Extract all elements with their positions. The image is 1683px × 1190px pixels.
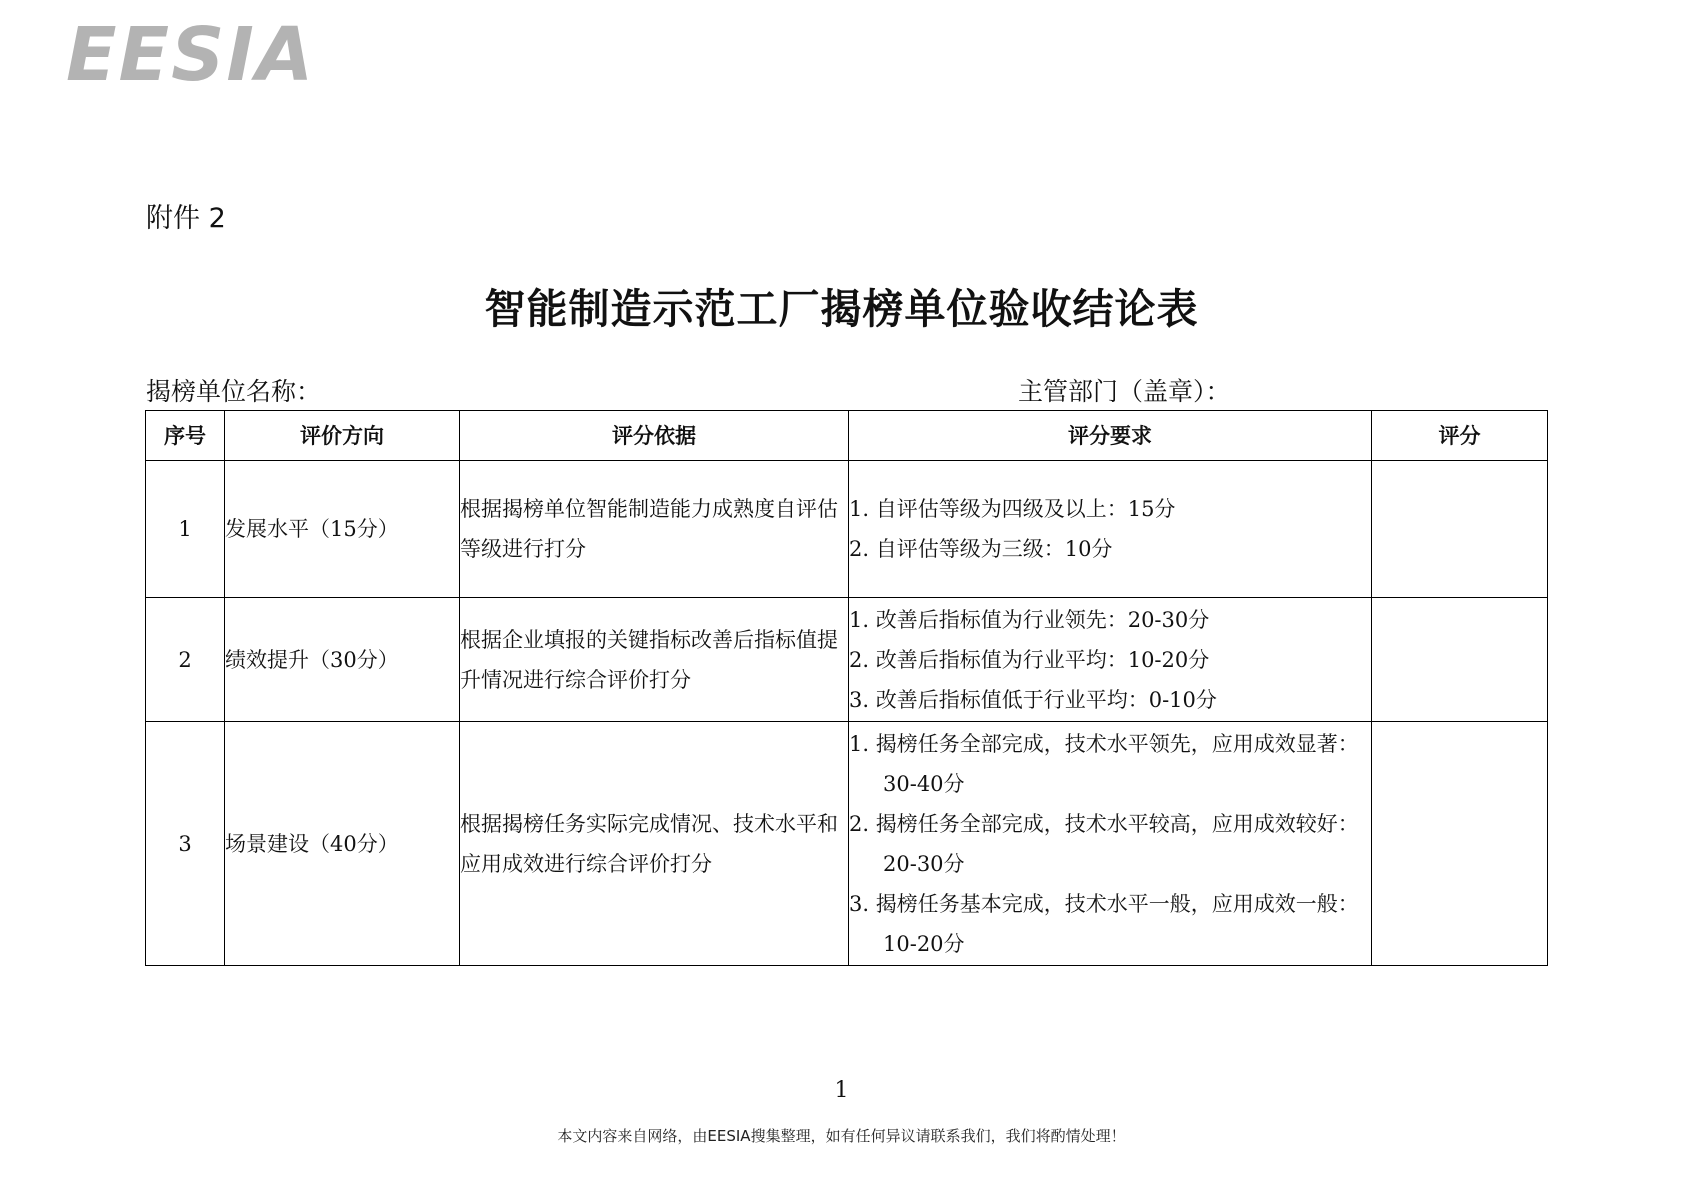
row-basis: 根据揭榜任务实际完成情况、技术水平和应用成效进行综合评价打分	[460, 722, 849, 966]
table-row	[146, 598, 1548, 722]
requirement-item: 1. 改善后指标值为行业领先：20-30分	[849, 607, 1210, 632]
row-score-cell[interactable]	[1372, 461, 1548, 598]
row-requirements	[849, 598, 1372, 722]
header-score: 评分	[1372, 411, 1548, 461]
row-requirements	[849, 722, 1372, 966]
row-score-cell[interactable]	[1372, 598, 1548, 722]
requirement-item: 2. 揭榜任务全部完成，技术水平较高，应用成效较好：20-30分	[849, 811, 1359, 876]
requirement-item: 1. 自评估等级为四级及以上：15分	[849, 497, 1176, 521]
row-direction: 发展水平（15分）	[225, 461, 460, 598]
row-requirements	[849, 461, 1372, 598]
footer-disclaimer: 本文内容来自网络，由EESIA搜集整理，如有任何异议请联系我们，我们将酌情处理！	[557, 1127, 1126, 1145]
requirement-item: 2. 改善后指标值为行业平均：10-20分	[849, 647, 1210, 672]
document-title: 智能制造示范工厂揭榜单位验收结论表	[484, 285, 1199, 333]
attachment-label: 附件 2	[146, 203, 226, 234]
header-requirements: 评分要求	[849, 411, 1372, 461]
unit-name-label: 揭榜单位名称：	[146, 377, 322, 406]
acceptance-score-table	[145, 410, 1548, 966]
department-seal-label: 主管部门（盖章）：	[1018, 377, 1231, 406]
row-serial: 1	[146, 461, 225, 598]
requirement-item: 2. 自评估等级为三级：10分	[849, 537, 1113, 561]
header-direction: 评价方向	[225, 411, 460, 461]
row-direction: 场景建设（40分）	[225, 722, 460, 966]
page-number: 1	[834, 1078, 849, 1103]
table-row	[146, 722, 1548, 966]
row-serial: 3	[146, 722, 225, 966]
table-header-row	[146, 411, 1548, 461]
row-direction: 绩效提升（30分）	[225, 598, 460, 722]
requirement-item: 3. 揭榜任务基本完成，技术水平一般，应用成效一般：10-20分	[849, 891, 1359, 956]
table-row	[146, 461, 1548, 598]
row-basis: 根据企业填报的关键指标改善后指标值提升情况进行综合评价打分	[460, 598, 849, 722]
header-serial: 序号	[146, 411, 225, 461]
header-basis: 评分依据	[460, 411, 849, 461]
row-serial: 2	[146, 598, 225, 722]
requirement-item: 3. 改善后指标值低于行业平均：0-10分	[849, 687, 1217, 712]
requirement-item: 1. 揭榜任务全部完成，技术水平领先，应用成效显著：30-40分	[849, 731, 1359, 796]
row-basis: 根据揭榜单位智能制造能力成熟度自评估等级进行打分	[460, 461, 849, 598]
eesia-logo: EESIA	[66, 12, 316, 98]
row-score-cell[interactable]	[1372, 722, 1548, 966]
